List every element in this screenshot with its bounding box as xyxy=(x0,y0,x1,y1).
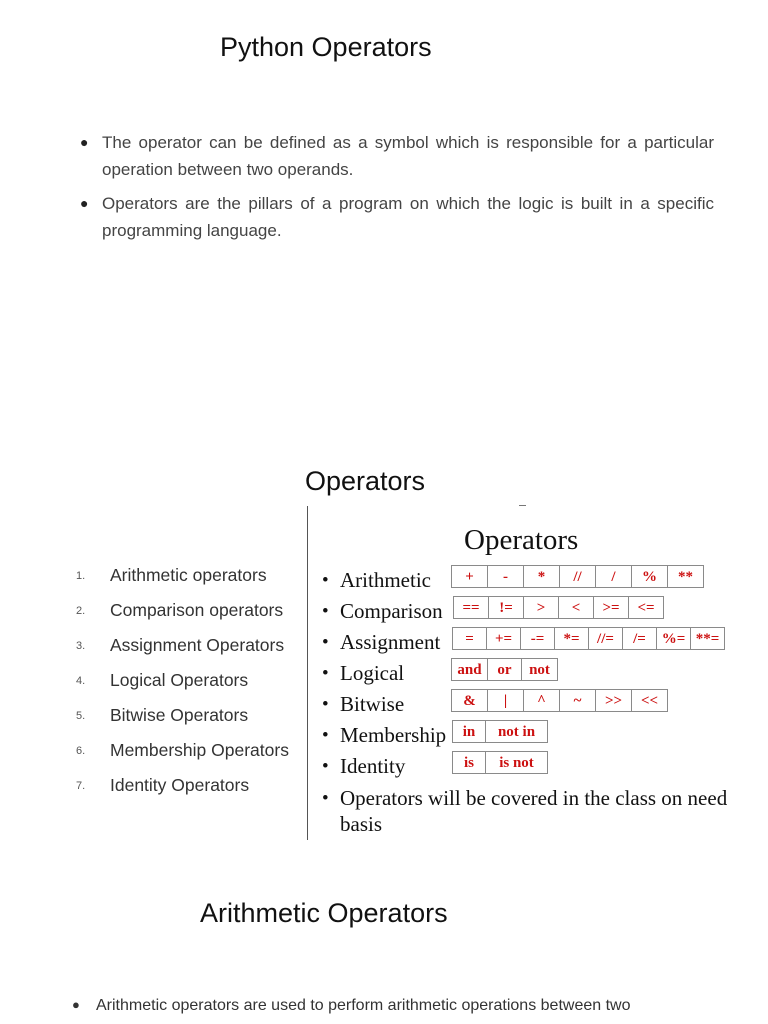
operator-box: + xyxy=(451,565,488,588)
list-number: 6. xyxy=(76,745,86,757)
bullet-dot-icon: ● xyxy=(80,195,89,211)
operator-box: //= xyxy=(588,627,623,650)
list-number: 5. xyxy=(76,710,86,722)
list-item-label: Assignment Operators xyxy=(110,635,285,655)
operator-boxes xyxy=(452,658,558,681)
intro-bullet-text: The operator can be defined as a symbol which is responsible for a particular operation between two operands. xyxy=(102,133,714,179)
operator-box: // xyxy=(559,565,596,588)
bullet-dot-icon: • xyxy=(322,570,329,591)
operator-box: <= xyxy=(628,596,664,619)
operator-box: not xyxy=(521,658,558,681)
bullet-dot-icon: • xyxy=(322,663,329,684)
list-item-label: Comparison operators xyxy=(110,600,284,620)
operator-box: != xyxy=(488,596,524,619)
operator-box: / xyxy=(595,565,632,588)
operator-box: >= xyxy=(593,596,629,619)
operator-box: = xyxy=(452,627,487,650)
operator-boxes xyxy=(453,627,725,650)
figure-row-bitwise xyxy=(320,692,750,720)
figure-row-label: Bitwise xyxy=(340,692,405,716)
operator-box: is not xyxy=(485,751,548,774)
operator-box: % xyxy=(631,565,668,588)
figure-row-label: Comparison xyxy=(340,599,443,623)
list-item-label: Identity Operators xyxy=(110,775,250,795)
list-item-label: Logical Operators xyxy=(110,670,249,690)
operator-box: is xyxy=(452,751,486,774)
bullet-dot-icon: • xyxy=(322,788,329,809)
intro-bullet-list xyxy=(78,129,714,251)
figure-row-identity xyxy=(320,754,750,782)
bullet-dot-icon: ● xyxy=(72,997,80,1012)
bullet-dot-icon: • xyxy=(322,601,329,622)
operator-box: or xyxy=(487,658,522,681)
figure-row-arithmetic xyxy=(320,568,750,596)
figure-row-label: Arithmetic xyxy=(340,568,431,592)
list-item-label: Arithmetic operators xyxy=(110,565,267,585)
page-title: Python Operators xyxy=(220,32,432,62)
list-number: 4. xyxy=(76,675,86,687)
operator-box: **= xyxy=(690,627,725,650)
operator-box: == xyxy=(453,596,489,619)
list-number: 7. xyxy=(76,780,86,792)
operator-box: not in xyxy=(485,720,548,743)
figure-row-label: Assignment xyxy=(340,630,441,654)
intro-bullet xyxy=(78,129,714,183)
operator-box: *= xyxy=(554,627,589,650)
operator-box: ** xyxy=(667,565,704,588)
operator-boxes xyxy=(452,565,704,588)
operator-box: and xyxy=(451,658,488,681)
list-number: 1. xyxy=(76,570,86,582)
figure-row-assignment xyxy=(320,630,750,658)
bullet-dot-icon: • xyxy=(322,694,329,715)
operator-box: * xyxy=(523,565,560,588)
operator-box: -= xyxy=(520,627,555,650)
figure-row-label: Logical xyxy=(340,661,405,685)
operator-box: < xyxy=(558,596,594,619)
intro-bullet-text: Operators are the pillars of a program on which the logic is built in a specific programming language. xyxy=(102,194,714,240)
arithmetic-bullet-text: Arithmetic operators are used to perform arithmetic operations between two xyxy=(96,997,631,1014)
operator-box: > xyxy=(523,596,559,619)
operator-box: - xyxy=(487,565,524,588)
bullet-dot-icon: • xyxy=(322,756,329,777)
operator-box: | xyxy=(487,689,524,712)
operator-box: << xyxy=(631,689,668,712)
operator-boxes xyxy=(454,596,664,619)
operator-box: ^ xyxy=(523,689,560,712)
intro-bullet xyxy=(78,190,714,244)
figure-row-logical xyxy=(320,661,750,689)
figure-note-text: Operators will be covered in the class on need basis xyxy=(340,786,728,836)
operator-box: /= xyxy=(622,627,657,650)
figure-row-comparison xyxy=(320,599,750,627)
operator-box: %= xyxy=(656,627,691,650)
operator-box: & xyxy=(451,689,488,712)
operator-boxes xyxy=(452,689,668,712)
bullet-dot-icon: • xyxy=(322,632,329,653)
list-number: 2. xyxy=(76,605,86,617)
figure-row-label: Identity xyxy=(340,754,406,778)
operator-boxes xyxy=(453,751,548,774)
list-number: 3. xyxy=(76,640,86,652)
list-item-label: Bitwise Operators xyxy=(110,705,249,725)
operators-figure xyxy=(310,515,750,840)
figure-row-membership xyxy=(320,723,750,751)
operator-box: in xyxy=(452,720,486,743)
bullet-dot-icon: ● xyxy=(80,134,89,150)
operator-boxes xyxy=(453,720,548,743)
bullet-dot-icon: • xyxy=(322,725,329,746)
divider-line xyxy=(307,506,308,840)
divider-tick xyxy=(519,505,526,506)
list-item-label: Membership Operators xyxy=(110,740,289,760)
section-title: Operators xyxy=(305,466,426,496)
operator-box: += xyxy=(486,627,521,650)
operator-box: ~ xyxy=(559,689,596,712)
figure-title: Operators xyxy=(464,524,579,556)
figure-row-label: Membership xyxy=(340,723,447,747)
operator-box: >> xyxy=(595,689,632,712)
arithmetic-section-title: Arithmetic Operators xyxy=(200,898,448,928)
